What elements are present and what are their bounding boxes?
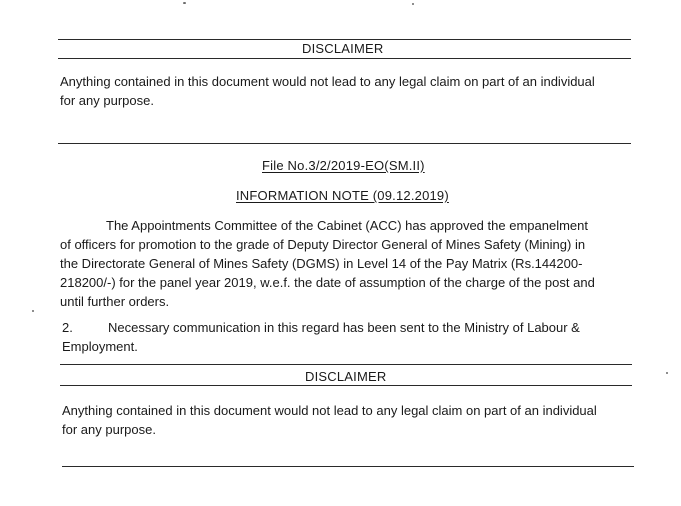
para1-line-3: the Directorate General of Mines Safety (DGMS) in Level 14 of the Pay Matrix (Rs.144200- (60, 256, 583, 271)
bottom-disclaimer-rule-bottom (62, 466, 634, 467)
top-disclaimer-heading: DISCLAIMER (302, 41, 384, 56)
scan-speck (412, 3, 414, 5)
file-number: File No.3/2/2019-EO(SM.II) (262, 158, 425, 173)
bottom-disclaimer-heading: DISCLAIMER (305, 369, 387, 384)
top-disclaimer-rule-upper (58, 39, 631, 40)
top-disclaimer-text (60, 72, 635, 110)
note-paragraph-1 (60, 216, 632, 311)
para2-number: 2. (62, 320, 73, 335)
top-disclaimer-line-2: for any purpose. (60, 93, 154, 108)
bottom-disclaimer-rule-lower (60, 385, 632, 386)
para1-line-5: until further orders. (60, 294, 170, 309)
bottom-disclaimer-line-2: for any purpose. (62, 422, 156, 437)
para1-line-4: 218200/-) for the panel year 2019, w.e.f. the date of assumption of the charge of the post and (60, 275, 595, 290)
bottom-disclaimer-line-1: Anything contained in this document would not lead to any legal claim on part of an individual (62, 403, 597, 418)
para2-line-2: Employment. (62, 339, 138, 354)
top-disclaimer-line-1: Anything contained in this document would not lead to any legal claim on part of an individual (60, 74, 595, 89)
bottom-disclaimer-rule-upper (60, 364, 632, 365)
scan-speck (32, 310, 34, 312)
scan-speck (183, 2, 186, 4)
note-paragraph-2 (62, 318, 632, 356)
para1-line-1: The Appointments Committee of the Cabinet (ACC) has approved the empanelment (106, 218, 588, 233)
bottom-disclaimer-text (62, 401, 637, 439)
top-disclaimer-rule-lower (58, 58, 631, 59)
para2-line-1: 2. Necessary communication in this regard has been sent to the Ministry of Labour & (62, 320, 580, 335)
information-note-title: INFORMATION NOTE (09.12.2019) (236, 188, 449, 203)
top-disclaimer-rule-bottom (58, 143, 631, 144)
scan-speck (666, 372, 668, 374)
para1-line-2: of officers for promotion to the grade of Deputy Director General of Mines Safety (Mining) in (60, 237, 586, 252)
